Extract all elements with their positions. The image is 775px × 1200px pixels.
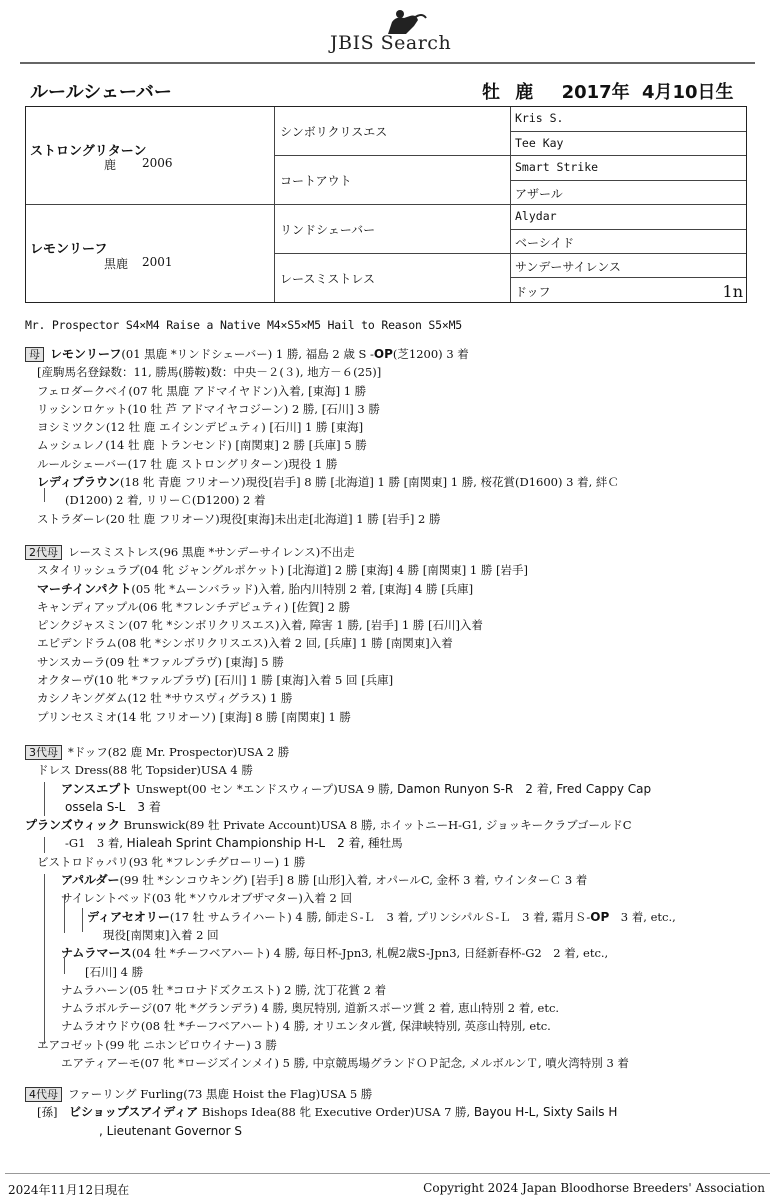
record-text: フェロダークベイ(07 牝 黒鹿 アドマイヤドン)入着, [東海] 1 勝 (37, 383, 367, 398)
gen2-ancestor[interactable]: リンドシェーバー (280, 223, 376, 237)
family-line (25, 944, 676, 962)
family-line (25, 510, 619, 528)
family-line (25, 1054, 676, 1072)
record-text: レースミストレス(96 黒鹿 *サンデーサイレンス)不出走 (68, 545, 355, 559)
gen3-ancestor[interactable]: Tee Kay (515, 136, 564, 150)
indent-bar (44, 782, 45, 816)
family-line (25, 455, 619, 473)
family-line (25, 436, 619, 454)
family-line (25, 363, 619, 381)
dam-year: 2001 (142, 255, 173, 269)
family-line (25, 816, 676, 834)
pedigree-row-divider (26, 204, 746, 205)
indent-bar (44, 837, 45, 853)
horse-link[interactable]: マーチインパクト (37, 581, 132, 596)
family-section-dam (25, 345, 619, 528)
family-line (25, 616, 528, 634)
record-text: (D1200) 2 着, リリーＣ(D1200) 2 着 (65, 493, 266, 508)
pedigree-row-divider (274, 155, 746, 156)
record-text: エピデンドラム(08 牝 *シンボリクリスエス)入着 2 回, [兵庫] 1 勝 [南関東]入着 (37, 636, 453, 651)
horse-meta (482, 78, 743, 104)
race-record: Hialeah Sprint Championship H-L 2 着, (126, 836, 369, 851)
family-line (25, 999, 676, 1017)
family-line (25, 743, 676, 761)
family-line (25, 400, 619, 418)
record-text: Unswept(00 セン *エンドスウィープ)USA 9 勝, (132, 781, 398, 796)
generation-tag: 母 (25, 347, 44, 362)
family-line (25, 634, 528, 652)
horse-link[interactable]: OP (590, 909, 610, 924)
horse-link[interactable]: アパルダー (61, 873, 120, 888)
record-text: ストラダーレ(20 牡 鹿 フリオーソ)現役[東海]未出走[北海道] 1 勝 [岩手] 2 勝 (37, 511, 441, 526)
sire-color: 鹿 (104, 158, 117, 172)
logo-text: JBIS Search (330, 32, 452, 54)
family-line (25, 491, 619, 509)
record-text: エアコゼット(99 牝 ニホンピロウイナー) 3 勝 (37, 1037, 277, 1052)
family-line (25, 834, 676, 852)
indent-bar (44, 488, 45, 502)
horse-name: ルールシェーバー (30, 82, 172, 103)
record-text: (04 牡 *チーフベアハート) 4 勝, 毎日杯-Jpn3, 札幌2歳S-Jpn3, 日経新春杯-G2 2 着, etc., (131, 946, 609, 961)
family-line (25, 780, 676, 798)
record-text: サイレントベッド(03 牝 *ソウルオブザマター)入着 2 回 (61, 891, 353, 906)
generation-tag: 3代母 (25, 745, 62, 760)
horse-link[interactable]: プランズウィック (25, 818, 120, 833)
indent-bar (64, 958, 65, 974)
pedigree-row-divider (510, 277, 746, 278)
family-line (25, 598, 528, 616)
gen2-ancestor[interactable]: レースミストレス (280, 272, 376, 286)
generation-tag: 4代母 (25, 1087, 62, 1102)
record-text: (01 黒鹿 *リンドシェーバー) 1 勝, 福島 2 歳 S - (121, 347, 374, 361)
family-line (25, 798, 676, 816)
line-code: 1n (722, 282, 743, 301)
gen3-ancestor[interactable]: サンデーサイレンス (515, 260, 621, 274)
gen3-ancestor[interactable]: Smart Strike (515, 160, 599, 174)
record-text: 現役[南関東]入着 2 回 (103, 927, 219, 942)
gen2-ancestor[interactable]: シンボリクリスエス (280, 125, 388, 139)
family-line (25, 908, 676, 926)
record-text: カシノキングダム(12 牡 *サウスヴィグラス) 1 勝 (37, 691, 293, 706)
footer-copyright: Copyright 2024 Japan Bloodhorse Breeders' Association (423, 1181, 765, 1195)
footer-divider (5, 1173, 770, 1174)
horse-link[interactable]: ナムラマース (61, 946, 132, 961)
pedigree-row-divider (510, 180, 746, 181)
family-line (25, 926, 676, 944)
horse-link[interactable]: アンスエプト (61, 781, 133, 796)
race-record: , Lieutenant Governor S (99, 1123, 242, 1138)
horse-link[interactable]: OP (373, 347, 393, 361)
record-text: Brunswick(89 牡 Private Account)USA 8 勝, ホイットニーH-G1, ジョッキークラブゴールドC (119, 818, 632, 833)
family-line (25, 1103, 617, 1121)
family-line (25, 653, 528, 671)
pedigree-row-divider (510, 131, 746, 132)
record-text: 3 着, etc., (609, 909, 676, 924)
record-text: スタイリッシュラブ(04 牝 ジャングルポケット) [北海道] 2 勝 [東海] 4 勝 [南関東] 1 勝 [岩手] (37, 563, 529, 578)
horse-link[interactable]: ビショップスアイディア (68, 1105, 199, 1120)
record-text: (18 牝 青鹿 フリオーソ)現役[岩手] 8 勝 [北海道] 1 勝 [南関東] 1 勝, 桜花賞(D1600) 3 着, 絆Ｃ (120, 475, 619, 490)
family-line (25, 1085, 617, 1103)
sire-year: 2006 (142, 156, 173, 170)
family-line (25, 382, 619, 400)
horse-link[interactable]: レモンリーフ (50, 347, 122, 361)
family-line (25, 580, 528, 598)
record-text: (99 牡 *シンコウキング) [岩手] 8 勝 [山形]入着, オパールC, 金杯 3 着, ウインターＣ 3 着 (119, 873, 588, 888)
gen3-ancestor[interactable]: Kris S. (515, 111, 564, 125)
birth-date: 4月10日生 (641, 82, 734, 103)
gen2-ancestor[interactable]: コートアウト (280, 174, 352, 188)
family-line (25, 981, 676, 999)
birth-year: 2017年 (561, 82, 630, 103)
record-text: ドレス Dress(88 牝 Topsider)USA 4 勝 (37, 763, 253, 778)
gen3-ancestor[interactable]: ドッフ (515, 285, 551, 299)
pedigree-row-divider (274, 253, 746, 254)
record-text: ルールシェーバー(17 牡 鹿 ストロングリターン)現役 1 勝 (37, 456, 338, 471)
record-text: (17 牡 サムライハート) 4 勝, 師走Ｓ-Ｌ 3 着, プリンシパルＳ-Ｌ 3 着, 霜月Ｓ- (169, 909, 591, 924)
horse-link[interactable]: ディアセオリー (87, 909, 170, 924)
horse-color: 鹿 (515, 82, 534, 103)
dam-color: 黒鹿 (104, 257, 129, 271)
family-line (25, 1017, 676, 1035)
family-line (25, 561, 528, 579)
record-text: キャンディアップル(06 牝 *フレンチデピュティ) [佐賀] 2 勝 (37, 599, 351, 614)
gen3-ancestor[interactable]: Alydar (515, 209, 557, 223)
record-text: プリンセスミオ(14 牝 フリオーソ) [東海] 8 勝 [南関東] 1 勝 (37, 709, 351, 724)
record-text: ナムラボルテージ(07 牝 *グランデラ) 4 勝, 奥尻特別, 道新スポーツ賞 2 着, 恵山特別 2 着, etc. (61, 1001, 560, 1016)
sire-name[interactable]: ストロングリターン (30, 144, 147, 159)
family-line (25, 963, 676, 981)
record-text: ナムラハーン(05 牡 *コロナドズクエスト) 2 勝, 沈丁花賞 2 着 (61, 982, 387, 997)
race-record: Damon Runyon S-R 2 着, Fred Cappy Cap (397, 781, 652, 796)
family-section-3rd-dam (25, 743, 676, 1072)
family-line (25, 345, 619, 363)
family-section-2nd-dam (25, 543, 528, 726)
record-text: (05 牝 *ムーンバラッド)入着, 胎内川特別 2 着, [東海] 4 勝 [兵庫] (131, 581, 474, 596)
record-text: ナムラオウドウ(08 牡 *チーフベアハート) 4 勝, オリエンタル賞, 保津峡特別, 英彦山特別, etc. (61, 1019, 551, 1034)
footer-date: 2024年11月12日現在 (8, 1183, 130, 1197)
horse-link[interactable]: レディブラウン (37, 475, 121, 490)
pedigree-table (25, 106, 747, 303)
record-text: ビストロドゥパリ(93 牝 *フレンチグローリー) 1 勝 (37, 854, 306, 869)
inbreeding-summary: Mr. Prospector S4×M4 Raise a Native M4×S5×M5 Hail to Reason S5×M5 (25, 318, 463, 332)
gen3-ancestor[interactable]: アザール (515, 187, 563, 201)
pedigree-row-divider (510, 229, 746, 230)
record-text: ファーリング Furling(73 黒鹿 Hoist the Flag)USA 5 勝 (68, 1087, 373, 1101)
record-text: ヨシミツクン(12 牡 鹿 エイシンデピュティ) [石川] 1 勝 [東海] (37, 420, 364, 435)
family-line (25, 473, 619, 491)
record-text: (芝1200) 3 着 (392, 347, 469, 361)
record-text: [産駒馬名登録数：11, 勝馬(勝鞍)数：中央－２(３), 地方－６(25)] (37, 365, 382, 380)
record-text: ピンクジャスミン(07 牝 *シンボリクリスエス)入着, 障害 1 勝, [岩手] 1 勝 [石川]入着 (37, 618, 483, 633)
generation-tag: 2代母 (25, 545, 62, 560)
family-line (25, 853, 676, 871)
record-text: 種牡馬 (368, 836, 403, 851)
indent-bar (44, 874, 45, 1044)
record-text: オクターヴ(10 牝 *ファルブラヴ) [石川] 1 勝 [東海]入着 5 回 [兵庫] (37, 673, 394, 688)
record-text: サンスカーラ(09 牡 *ファルブラヴ) [東海] 5 勝 (37, 654, 284, 669)
family-line (25, 871, 676, 889)
horse-title-row (30, 78, 734, 103)
record-text: [石川] 4 勝 (85, 964, 144, 979)
horse-sex: 牡 (482, 82, 500, 103)
record-text: Bishops Idea(88 牝 Executive Order)USA 7 勝, (198, 1105, 474, 1120)
record-text: -G1 3 着, (65, 836, 127, 851)
family-section-4th-dam (25, 1085, 617, 1140)
indent-bar (64, 895, 65, 933)
race-record: ossela S-L 3 着 (65, 799, 161, 814)
dam-name[interactable]: レモンリーフ (30, 242, 108, 257)
family-line (25, 418, 619, 436)
gen3-ancestor[interactable]: ベーシイド (515, 236, 575, 250)
family-line (25, 671, 528, 689)
record-text: ムッシュレノ(14 牡 鹿 トランセンド) [南関東] 2 勝 [兵庫] 5 勝 (37, 438, 367, 453)
record-text: エアティアーモ(07 牝 *ロージズインメイ) 5 勝, 中京競馬場グランドＯＰ記念, メルボルンＴ, 噴火湾特別 3 着 (61, 1056, 629, 1071)
indent-bar (82, 908, 83, 932)
jbis-search-logo[interactable] (330, 8, 460, 54)
family-line (25, 543, 528, 561)
family-line (25, 708, 528, 726)
record-text: *ドッフ(82 鹿 Mr. Prospector)USA 2 勝 (68, 745, 290, 759)
family-line (25, 889, 676, 907)
family-line (25, 1036, 676, 1054)
family-line (25, 689, 528, 707)
record-text: リッシンロケット(10 牡 芦 アドマイヤコジーン) 2 勝, [石川] 3 勝 (37, 401, 380, 416)
family-line (25, 1122, 617, 1140)
family-line (25, 761, 676, 779)
header-divider (20, 62, 755, 64)
record-text: [孫] (37, 1105, 69, 1120)
race-record: Bayou H-L, Sixty Sails H (473, 1105, 618, 1120)
